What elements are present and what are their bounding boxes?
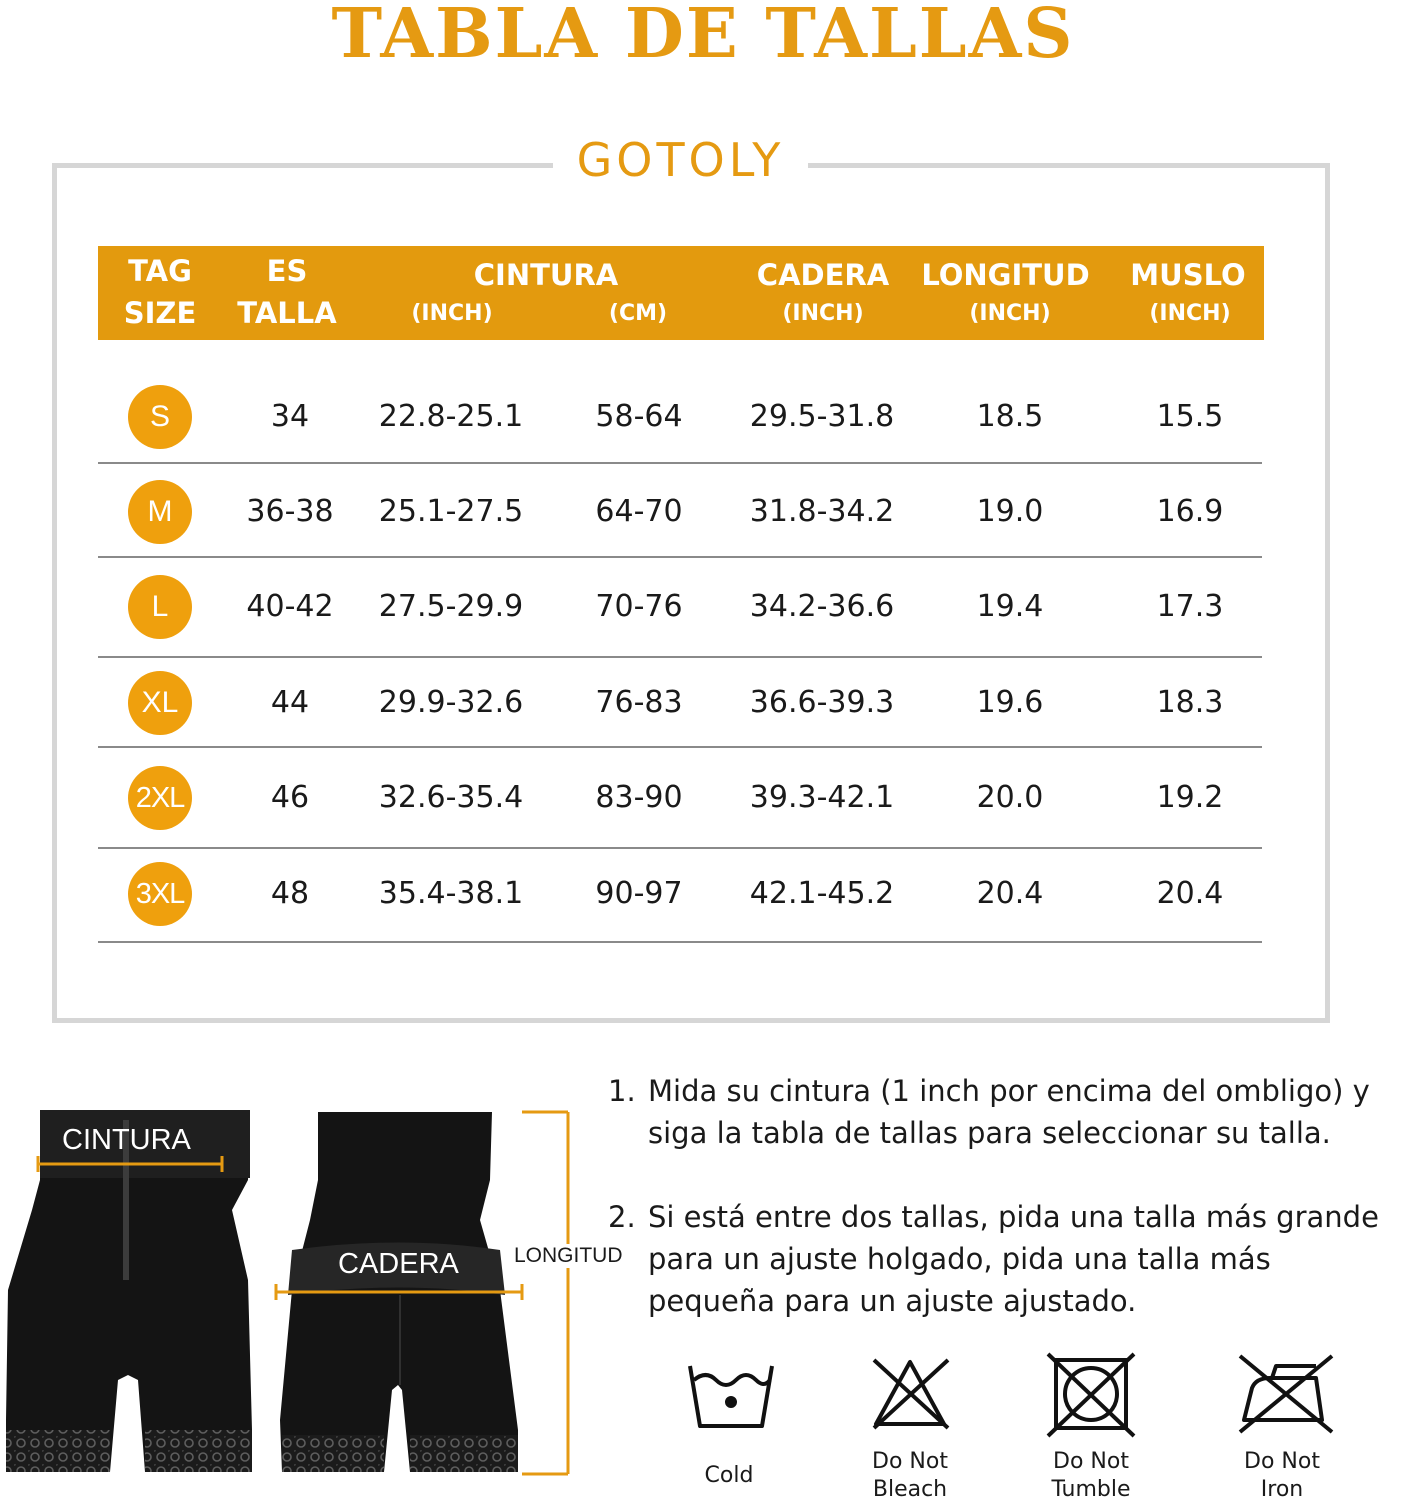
table-cell-cadera: 42.1-45.2 (749, 876, 895, 911)
table-cell-muslo: 19.2 (1156, 780, 1224, 815)
page-title: TABLA DE TALLAS (331, 0, 1075, 74)
header-cintura-cm: (CM) (608, 301, 668, 326)
no-bleach-icon (874, 1360, 948, 1428)
size-badge: XL (128, 671, 192, 735)
diagram-label-longitud: LONGITUD (514, 1244, 623, 1267)
note-2-number: 2. (608, 1200, 636, 1234)
wash-cold-icon (690, 1366, 772, 1426)
row-divider (98, 847, 1262, 849)
table-header (98, 246, 1264, 340)
header-muslo: MUSLO (1130, 258, 1246, 292)
table-cell-cin-cm: 64-70 (595, 494, 683, 529)
header-cintura-inch: (INCH) (411, 301, 493, 326)
note-2-line2: para un ajuste holgado, pida una talla más (648, 1242, 1271, 1276)
care-label-cold: Cold (704, 1463, 754, 1488)
size-badge: 2XL (128, 766, 192, 830)
no-tumble-dry-icon (1048, 1354, 1134, 1436)
table-cell-es: 44 (270, 685, 310, 720)
header-muslo-unit: (INCH) (1149, 301, 1231, 326)
table-cell-cin-in: 35.4-38.1 (378, 876, 524, 911)
table-cell-cin-in: 25.1-27.5 (378, 494, 524, 529)
table-cell-cin-in: 22.8-25.1 (378, 399, 524, 434)
size-badge: S (128, 385, 192, 449)
note-2-line3: pequeña para un ajuste ajustado. (648, 1284, 1137, 1318)
row-divider (98, 656, 1262, 658)
table-cell-muslo: 17.3 (1156, 589, 1224, 624)
row-divider (98, 462, 1262, 464)
table-cell-cin-in: 29.9-32.6 (378, 685, 524, 720)
table-cell-muslo: 18.3 (1156, 685, 1224, 720)
row-divider (98, 941, 1262, 943)
table-cell-cin-cm: 76-83 (595, 685, 683, 720)
care-label-no-iron: Do Not Iron (1244, 1449, 1320, 1502)
size-badge: M (128, 480, 192, 544)
table-cell-es: 40-42 (246, 589, 334, 624)
header-longitud-unit: (INCH) (969, 301, 1051, 326)
row-divider (98, 746, 1262, 748)
table-cell-cadera: 36.6-39.3 (749, 685, 895, 720)
header-tag-1: TAG (128, 254, 192, 288)
header-tag-2: SIZE (123, 296, 197, 330)
diagram-label-cintura: CINTURA (62, 1124, 191, 1156)
note-1 (608, 1070, 1406, 1154)
header-cadera: CADERA (756, 258, 890, 292)
size-badge: L (128, 575, 192, 639)
note-2 (608, 1196, 1406, 1322)
table-cell-es: 36-38 (246, 494, 334, 529)
care-label-no-tumble: Do Not Tumble (1051, 1449, 1131, 1502)
table-cell-cin-in: 27.5-29.9 (378, 589, 524, 624)
header-longitud: LONGITUD (921, 258, 1090, 292)
table-cell-muslo: 15.5 (1156, 399, 1224, 434)
table-cell-cin-cm: 90-97 (595, 876, 683, 911)
table-cell-cadera: 34.2-36.6 (749, 589, 895, 624)
table-cell-es: 34 (270, 399, 310, 434)
header-cadera-unit: (INCH) (782, 301, 864, 326)
table-cell-cin-cm: 70-76 (595, 589, 683, 624)
header-cintura: CINTURA (473, 258, 619, 292)
header-es-2: TALLA (237, 296, 337, 330)
table-cell-longitud: 19.4 (976, 589, 1044, 624)
header-es-1: ES (266, 254, 308, 288)
row-divider (98, 556, 1262, 558)
table-cell-longitud: 20.4 (976, 876, 1044, 911)
table-cell-cin-cm: 58-64 (595, 399, 683, 434)
table-cell-es: 48 (270, 876, 310, 911)
no-iron-icon (1240, 1356, 1332, 1432)
diagram-label-cadera: CADERA (338, 1248, 459, 1280)
note-2-line1: Si está entre dos tallas, pida una talla más grande (648, 1200, 1379, 1234)
table-cell-longitud: 19.6 (976, 685, 1044, 720)
brand-logo: GOTOLY (576, 133, 785, 187)
table-cell-longitud: 18.5 (976, 399, 1044, 434)
note-1-line1: Mida su cintura (1 inch por encima del ombligo) y (648, 1074, 1370, 1108)
table-cell-cadera: 39.3-42.1 (749, 780, 895, 815)
table-cell-cadera: 29.5-31.8 (749, 399, 895, 434)
table-cell-muslo: 20.4 (1156, 876, 1224, 911)
note-1-number: 1. (608, 1074, 636, 1108)
care-icons (680, 1352, 1360, 1442)
table-cell-muslo: 16.9 (1156, 494, 1224, 529)
garment-diagram (0, 1100, 640, 1490)
care-label-no-bleach: Do Not Bleach (872, 1449, 948, 1502)
table-cell-cin-in: 32.6-35.4 (378, 780, 524, 815)
note-1-line2: siga la tabla de tallas para seleccionar su talla. (648, 1116, 1331, 1150)
table-cell-es: 46 (270, 780, 310, 815)
table-cell-longitud: 20.0 (976, 780, 1044, 815)
size-badge: 3XL (128, 862, 192, 926)
table-cell-cin-cm: 83-90 (595, 780, 683, 815)
table-cell-longitud: 19.0 (976, 494, 1044, 529)
table-cell-cadera: 31.8-34.2 (749, 494, 895, 529)
